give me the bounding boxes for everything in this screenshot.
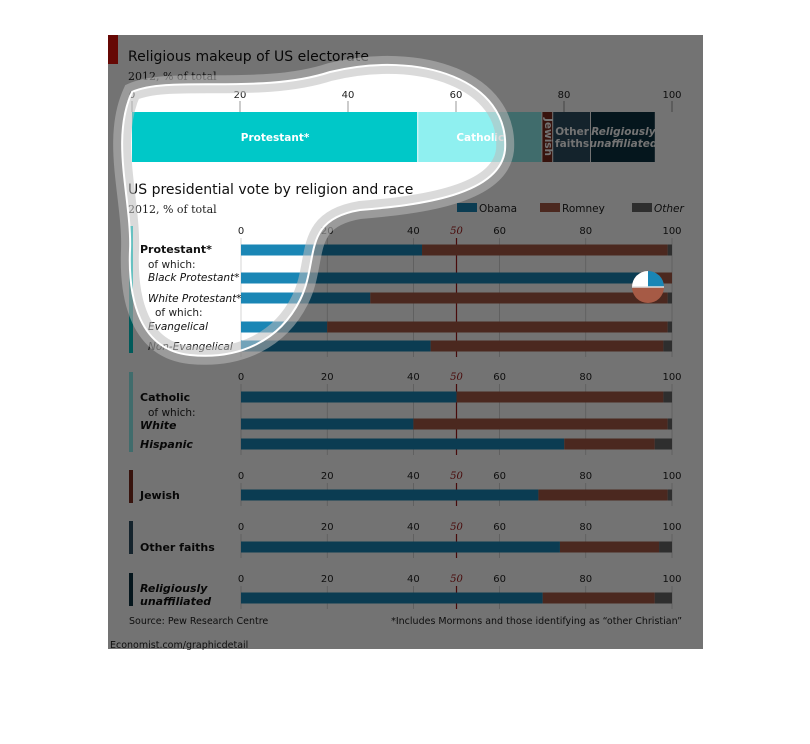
pie-cursor-icon <box>632 271 664 303</box>
screenshot-dim-overlay <box>108 35 703 649</box>
